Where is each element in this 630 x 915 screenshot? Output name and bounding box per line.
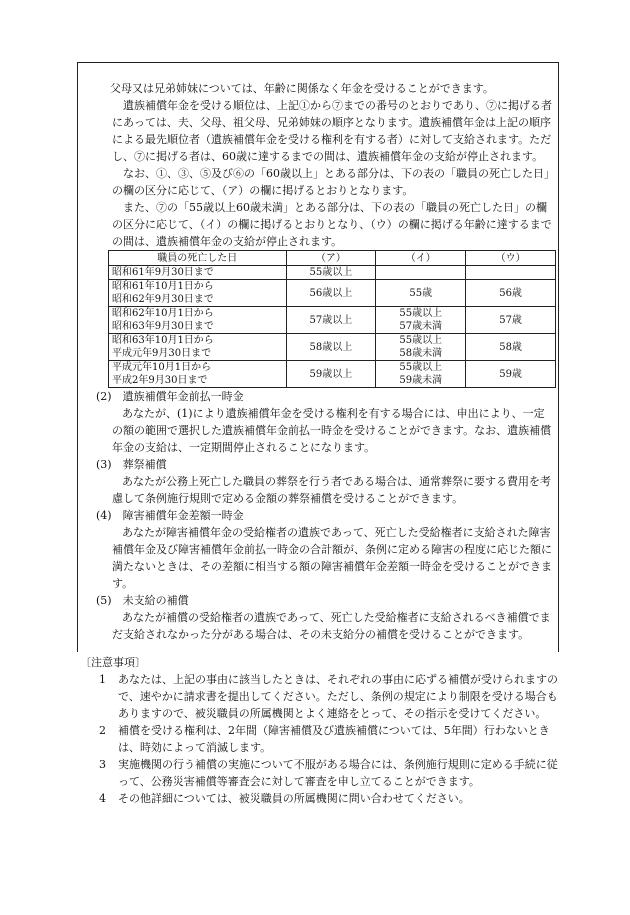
section-4: [82, 507, 553, 592]
section-body: あなたが公務上死亡した職員の葬祭を行う者である場合は、通常葬祭に要する費用を考慮して条例施行規則で定める金額の葬祭補償を受けることができます。: [112, 475, 551, 505]
table-cell-c: 57歳: [466, 307, 556, 334]
table-row: [109, 334, 556, 361]
paragraph-2: なお、①、③、⑤及び⑥の「60歳以上」とある部分は、下の表の「職員の死亡した日」の欄の区分に応じて、（ア）の欄に掲げるとおりとなります。: [112, 167, 550, 197]
section-body: あなたが補償の受給権者の遺族であって、死亡した受給権者に支給されるべき補償でまだ支給されなかった分がある場合は、その未支給分の補償を受けることができます。: [112, 611, 551, 641]
table-cell-a: 58歳以上: [286, 334, 376, 361]
table-cell-date: 昭和61年9月30日まで: [109, 266, 287, 280]
note-text: 実施機関の行う補償の実施について不服がある場合には、条例施行規則に定める手続に従って、公務災害補償等審査会に対して審査を申し立てることができます。: [118, 758, 558, 788]
table-cell-c: 58歳: [466, 334, 556, 361]
note-item: [80, 671, 564, 722]
table-cell-b: 55歳: [376, 280, 466, 307]
content-frame: [77, 62, 559, 652]
table-cell-date: 昭和61年10月1日から 昭和62年9月30日まで: [109, 280, 287, 307]
note-item: [80, 722, 564, 756]
table-cell-c: [466, 266, 556, 280]
table-cell-b: 55歳以上 57歳未満: [376, 307, 466, 334]
note-text: 補償を受ける権利は、2年間（障害補償及び遺族補償については、5年間）行わないときは、時効によって消滅します。: [118, 724, 550, 754]
table-cell-date: 昭和62年10月1日から 昭和63年9月30日まで: [109, 307, 287, 334]
table-cell-b: 55歳以上 58歳未満: [376, 334, 466, 361]
table-cell-c: 59歳: [466, 361, 556, 388]
section-2: [82, 388, 553, 456]
age-table: [108, 250, 556, 388]
table-row: [109, 307, 556, 334]
note-text: あなたは、上記の事由に該当したときは、それぞれの事由に応ずる補償が受けられますので、速やかに請求書を提出してください。ただし、条例の規定により制限を受ける場合もありますので、被災職員の所属機関とよく連絡をとって、その指示を受けてください。: [118, 673, 558, 720]
paragraph-3: また、⑦の「55歳以上60歳未満」とある部分は、下の表の「職員の死亡した日」の欄の区分に応じて、（イ）の欄に掲げるとおりとなり、（ウ）の欄に掲げる年齢に達するまでの間は、遺族補償年金の支給が停止されます。: [112, 201, 552, 248]
table-cell-date: 昭和63年10月1日から 平成元年9月30日まで: [109, 334, 287, 361]
section-body: あなたが、(1)により遺族補償年金を受ける権利を有する場合には、申出により、一定の額の範囲で選択した遺族補償年金前払一時金を受けることができます。なお、遺族補償年金の支給は、一定期間停止されることになります。: [112, 407, 552, 454]
note-text: その他詳細については、被災職員の所属機関に問い合わせてください。: [118, 792, 470, 805]
table-cell-a: 57歳以上: [286, 307, 376, 334]
note-number: 4: [99, 792, 106, 805]
paragraph-1: 遺族補償年金を受ける順位は、上記①から⑦までの番号のとおりであり、⑦に掲げる者にあっては、夫、父母、祖父母、兄弟姉妹の順序となります。遺族補償年金は上記の順序による最先順位者（遺族補償年金を受ける権利を有する者）に対して支給されます。ただし、⑦に掲げる者は、60歳に達するまでの間は、遺族補償年金の支給が停止されます。: [112, 99, 552, 163]
table-row: [109, 266, 556, 280]
section-3: [82, 456, 553, 507]
section-heading: (2) 遺族補償年金前払一時金: [96, 390, 244, 403]
notes-title: 〔注意事項〕: [80, 656, 146, 669]
table-cell-c: 56歳: [466, 280, 556, 307]
section-body: あなたが障害補償年金の受給権者の遺族であって、死亡した受給権者に支給された障害補償年金及び障害補償年金前払一時金の合計額が、条例に定める障害の程度に応じた額に満たないときは、その差額に相当する額の障害補償年金差額一時金を受けることができます。: [112, 526, 552, 590]
table-cell-a: 59歳以上: [286, 361, 376, 388]
table-cell-date: 平成元年10月1日から 平成2年9月30日まで: [109, 361, 287, 388]
section-5: [82, 592, 553, 643]
table-header: （イ）: [376, 251, 466, 266]
note-number: 1: [99, 673, 106, 686]
note-number: 2: [99, 724, 106, 737]
table-cell-b: 55歳以上 59歳未満: [376, 361, 466, 388]
table-row: [109, 280, 556, 307]
note-item: [80, 790, 564, 807]
section-heading: (4) 障害補償年金差額一時金: [96, 509, 244, 522]
table-header-row: [109, 251, 556, 266]
table-header: （ウ）: [466, 251, 556, 266]
table-cell-a: 55歳以上: [286, 266, 376, 280]
table-cell-a: 56歳以上: [286, 280, 376, 307]
section-heading: (5) 未支給の補償: [96, 594, 189, 607]
table-row: [109, 361, 556, 388]
note-item: [80, 756, 564, 790]
section-heading: (3) 葬祭補償: [96, 458, 167, 471]
paragraph-0: 父母又は兄弟姉妹については、年齢に関係なく年金を受けることができます。: [110, 82, 494, 95]
note-number: 3: [99, 758, 106, 771]
table-header: 職員の死亡した日: [109, 251, 287, 266]
table-cell-b: [376, 266, 466, 280]
frame-inner: [82, 80, 553, 643]
notes-section: [80, 654, 564, 807]
table-header: （ア）: [286, 251, 376, 266]
